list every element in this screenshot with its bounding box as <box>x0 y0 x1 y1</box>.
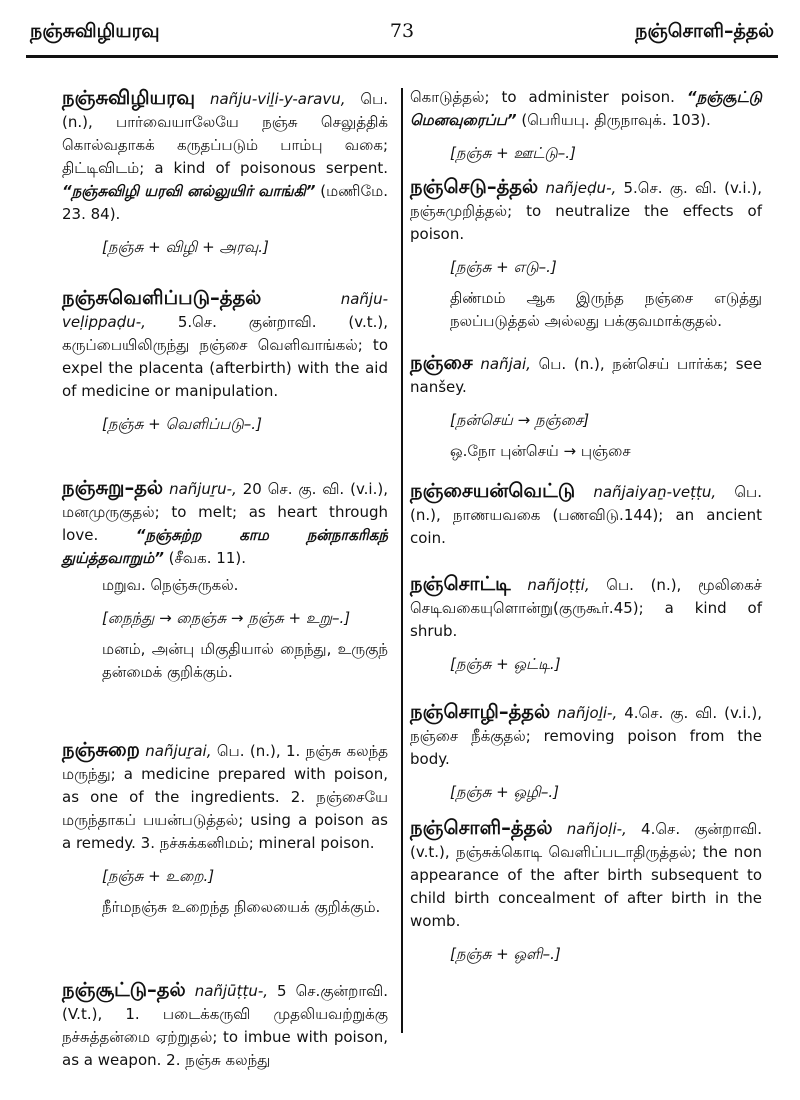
dictionary-entry <box>62 476 388 726</box>
entry-body <box>62 978 388 1072</box>
transliteration: nañjeḍu-, <box>545 179 617 197</box>
etymology: [நஞ்சு + விழி + அரவு.] <box>102 238 269 256</box>
definition: 4.செ. குன்றாவி. (v.t.), நஞ்சுக்கொடி வெளிப்படாதிருத்தல்; the non appearance of the after birth subsequent to child birth concealment of after birth in the womb. <box>410 820 762 930</box>
definition: 5 செ.குன்றாவி. (V.t.), 1. படைக்கருவி முதலியவற்றுக்கு நச்சுத்தன்மை ஏற்றுதல்; to imbue with poison, as a weapon. 2. நஞ்சு கலந்து <box>62 982 388 1069</box>
definition: பெ. (n.), 1. நஞ்சு கலந்த மருந்து; a medicine prepared with poison, as one of the ingredients. 2. நஞ்சையே மருந்தாகப் பயன்படுத்தல்; using a poison as a remedy. 3. நச்சுக்கனிமம்; mineral poison. <box>62 742 388 852</box>
citation-source: (மணிமே. 23. 84). <box>62 182 388 223</box>
explanation-note: திண்மம் ஆக இருந்த நஞ்சை எடுத்து நலப்படுத்தல் அல்லது பக்குவமாக்குதல். <box>450 289 762 330</box>
page-header <box>22 12 782 52</box>
header-rule <box>26 55 778 58</box>
definition: கொடுத்தல்; to administer poison. <box>410 88 675 106</box>
citation-quote: “நஞ்சூட்டு மெனவுரைப்ப” <box>410 88 762 129</box>
transliteration: nañju-viḻi-y-aravu, <box>209 90 346 108</box>
dictionary-entry <box>62 978 388 1072</box>
citation-quote: “நஞ்சுவிழி யரவி னல்லுயிர் வாங்கி” <box>62 182 316 200</box>
dictionary-entry <box>410 816 762 966</box>
head-word: நஞ்சொழி–த்தல் <box>410 700 551 723</box>
transliteration: nañjaiyaṉ-veṭṭu, <box>593 483 717 501</box>
transliteration: nañjoḻi-, <box>557 704 618 722</box>
explanation-note: மனம், அன்பு மிகுதியால் நைந்து, உருகுந் தன்மைக் குறிக்கும். <box>102 640 388 681</box>
page-number: 73 <box>389 20 415 42</box>
entry-body <box>62 86 388 226</box>
citation-source: (சீவக. 11). <box>163 549 246 567</box>
entry-body <box>410 351 762 399</box>
entry-body <box>62 738 388 855</box>
entry-body <box>62 286 388 403</box>
dictionary-entry-continued <box>410 86 762 165</box>
entry-body <box>410 86 762 132</box>
head-word: நஞ்சுவெளிப்படு–த்தல் <box>62 286 262 309</box>
synonym-note: மறுவ. நெஞ்சுருகல். <box>102 576 239 594</box>
head-word: நஞ்சொளி–த்தல் <box>410 816 553 839</box>
transliteration: nañjūṭṭu-, <box>194 982 269 1000</box>
dictionary-entry <box>62 738 388 968</box>
dictionary-entry <box>410 175 762 333</box>
definition: பெ. (n.), நாணயவகை (பணவிடு.144); an ancient coin. <box>410 483 762 547</box>
transliteration: nañjuṟu-, <box>169 480 237 498</box>
etymology: [நஞ்சு + உறை.] <box>102 867 215 885</box>
etymology: [நஞ்சு + வெளிப்படு–.] <box>102 415 262 433</box>
transliteration: nañjoṭṭi, <box>527 576 590 594</box>
etymology: [நஞ்சு + ஒட்டி.] <box>450 655 561 673</box>
dictionary-entry <box>410 351 762 463</box>
entry-body <box>410 479 762 550</box>
entry-body <box>62 476 388 570</box>
right-column <box>410 86 762 974</box>
etymology: [நஞ்சு + ஒழி–.] <box>450 783 559 801</box>
dictionary-entry <box>62 86 388 256</box>
definition: 5.செ. குன்றாவி. (v.t.), கருப்பையிலிருந்து நஞ்சை வெளிவாங்கல்; to expel the placenta (afterbirth) with the aid of medicine or manipulation. <box>62 313 388 400</box>
entry-body <box>410 816 762 933</box>
running-head-left: நஞ்சுவிழியரவு <box>30 20 160 42</box>
definition: 5.செ. கு. வி. (v.i.), நஞ்சுமுறித்தல்; to neutralize the effects of poison. <box>410 179 762 243</box>
head-word: நஞ்செடு–த்தல் <box>410 175 539 198</box>
transliteration: nañjai, <box>480 355 531 373</box>
etymology: [நைந்து → நைஞ்சு → நஞ்சு + உறு–.] <box>102 609 351 627</box>
transliteration: nañjuṟai, <box>145 742 212 760</box>
head-word: நஞ்சொட்டி <box>410 572 511 595</box>
transliteration: nañjoḷi-, <box>566 820 627 838</box>
definition: பெ. (n.), பார்வையாலேயே நஞ்சு செலுத்திக் கொல்வதாகக் கருதப்படும் பாம்பு வகை; திட்டிவிடம்; a kind of poisonous serpent. <box>62 90 388 177</box>
comparison-note: ஒ.நோ புன்செய் → புஞ்சை <box>450 442 631 460</box>
entry-body <box>410 700 762 771</box>
running-head-right: நஞ்சொளி–த்தல் <box>635 20 774 42</box>
entry-body <box>410 572 762 643</box>
head-word: நஞ்சுறை <box>62 738 140 761</box>
etymology: [நஞ்சு + ஒளி–.] <box>450 945 561 963</box>
dictionary-entry <box>410 479 762 550</box>
dictionary-entry <box>410 700 762 804</box>
citation-source: (பெரியபு. திருநாவுக். 103). <box>516 111 711 129</box>
definition: 20 செ. கு. வி. (v.i.), மனமுருகுதல்; to melt; as heart through love. <box>62 480 388 544</box>
dictionary-entry <box>410 572 762 676</box>
head-word: நஞ்சுவிழியரவு <box>62 86 196 109</box>
definition: பெ. (n.), மூலிகைச் செடிவகையுளொன்று(குருகூர்.45); a kind of shrub. <box>410 576 762 640</box>
head-word: நஞ்சுறு–தல் <box>62 476 164 499</box>
etymology: [நஞ்சு + எடு–.] <box>450 258 557 276</box>
head-word: நஞ்சை <box>410 351 473 374</box>
column-divider <box>401 88 403 1033</box>
definition: பெ. (n.), நன்செய் பார்க்க; see nanšey. <box>410 355 762 396</box>
left-column <box>62 86 388 1072</box>
etymology: [நஞ்சு + ஊட்டு–.] <box>450 144 576 162</box>
head-word: நஞ்சையன்வெட்டு <box>410 479 576 502</box>
explanation-note: நீர்மநஞ்சு உறைந்த நிலையைக் குறிக்கும். <box>102 898 381 916</box>
transliteration: nañju-veḷippaḍu-, <box>62 290 388 331</box>
entry-body <box>410 175 762 246</box>
head-word: நஞ்சூட்டு–தல் <box>62 978 186 1001</box>
definition: 4.செ. கு. வி. (v.i.), நஞ்சை நீக்குதல்; removing poison from the body. <box>410 704 762 768</box>
etymology: [நன்செய் → நஞ்சை] <box>450 411 590 429</box>
citation-quote: “நஞ்சுற்ற காம நன்நாகரிகந் துய்த்தவாறும்” <box>62 526 388 567</box>
dictionary-entry <box>62 286 388 462</box>
